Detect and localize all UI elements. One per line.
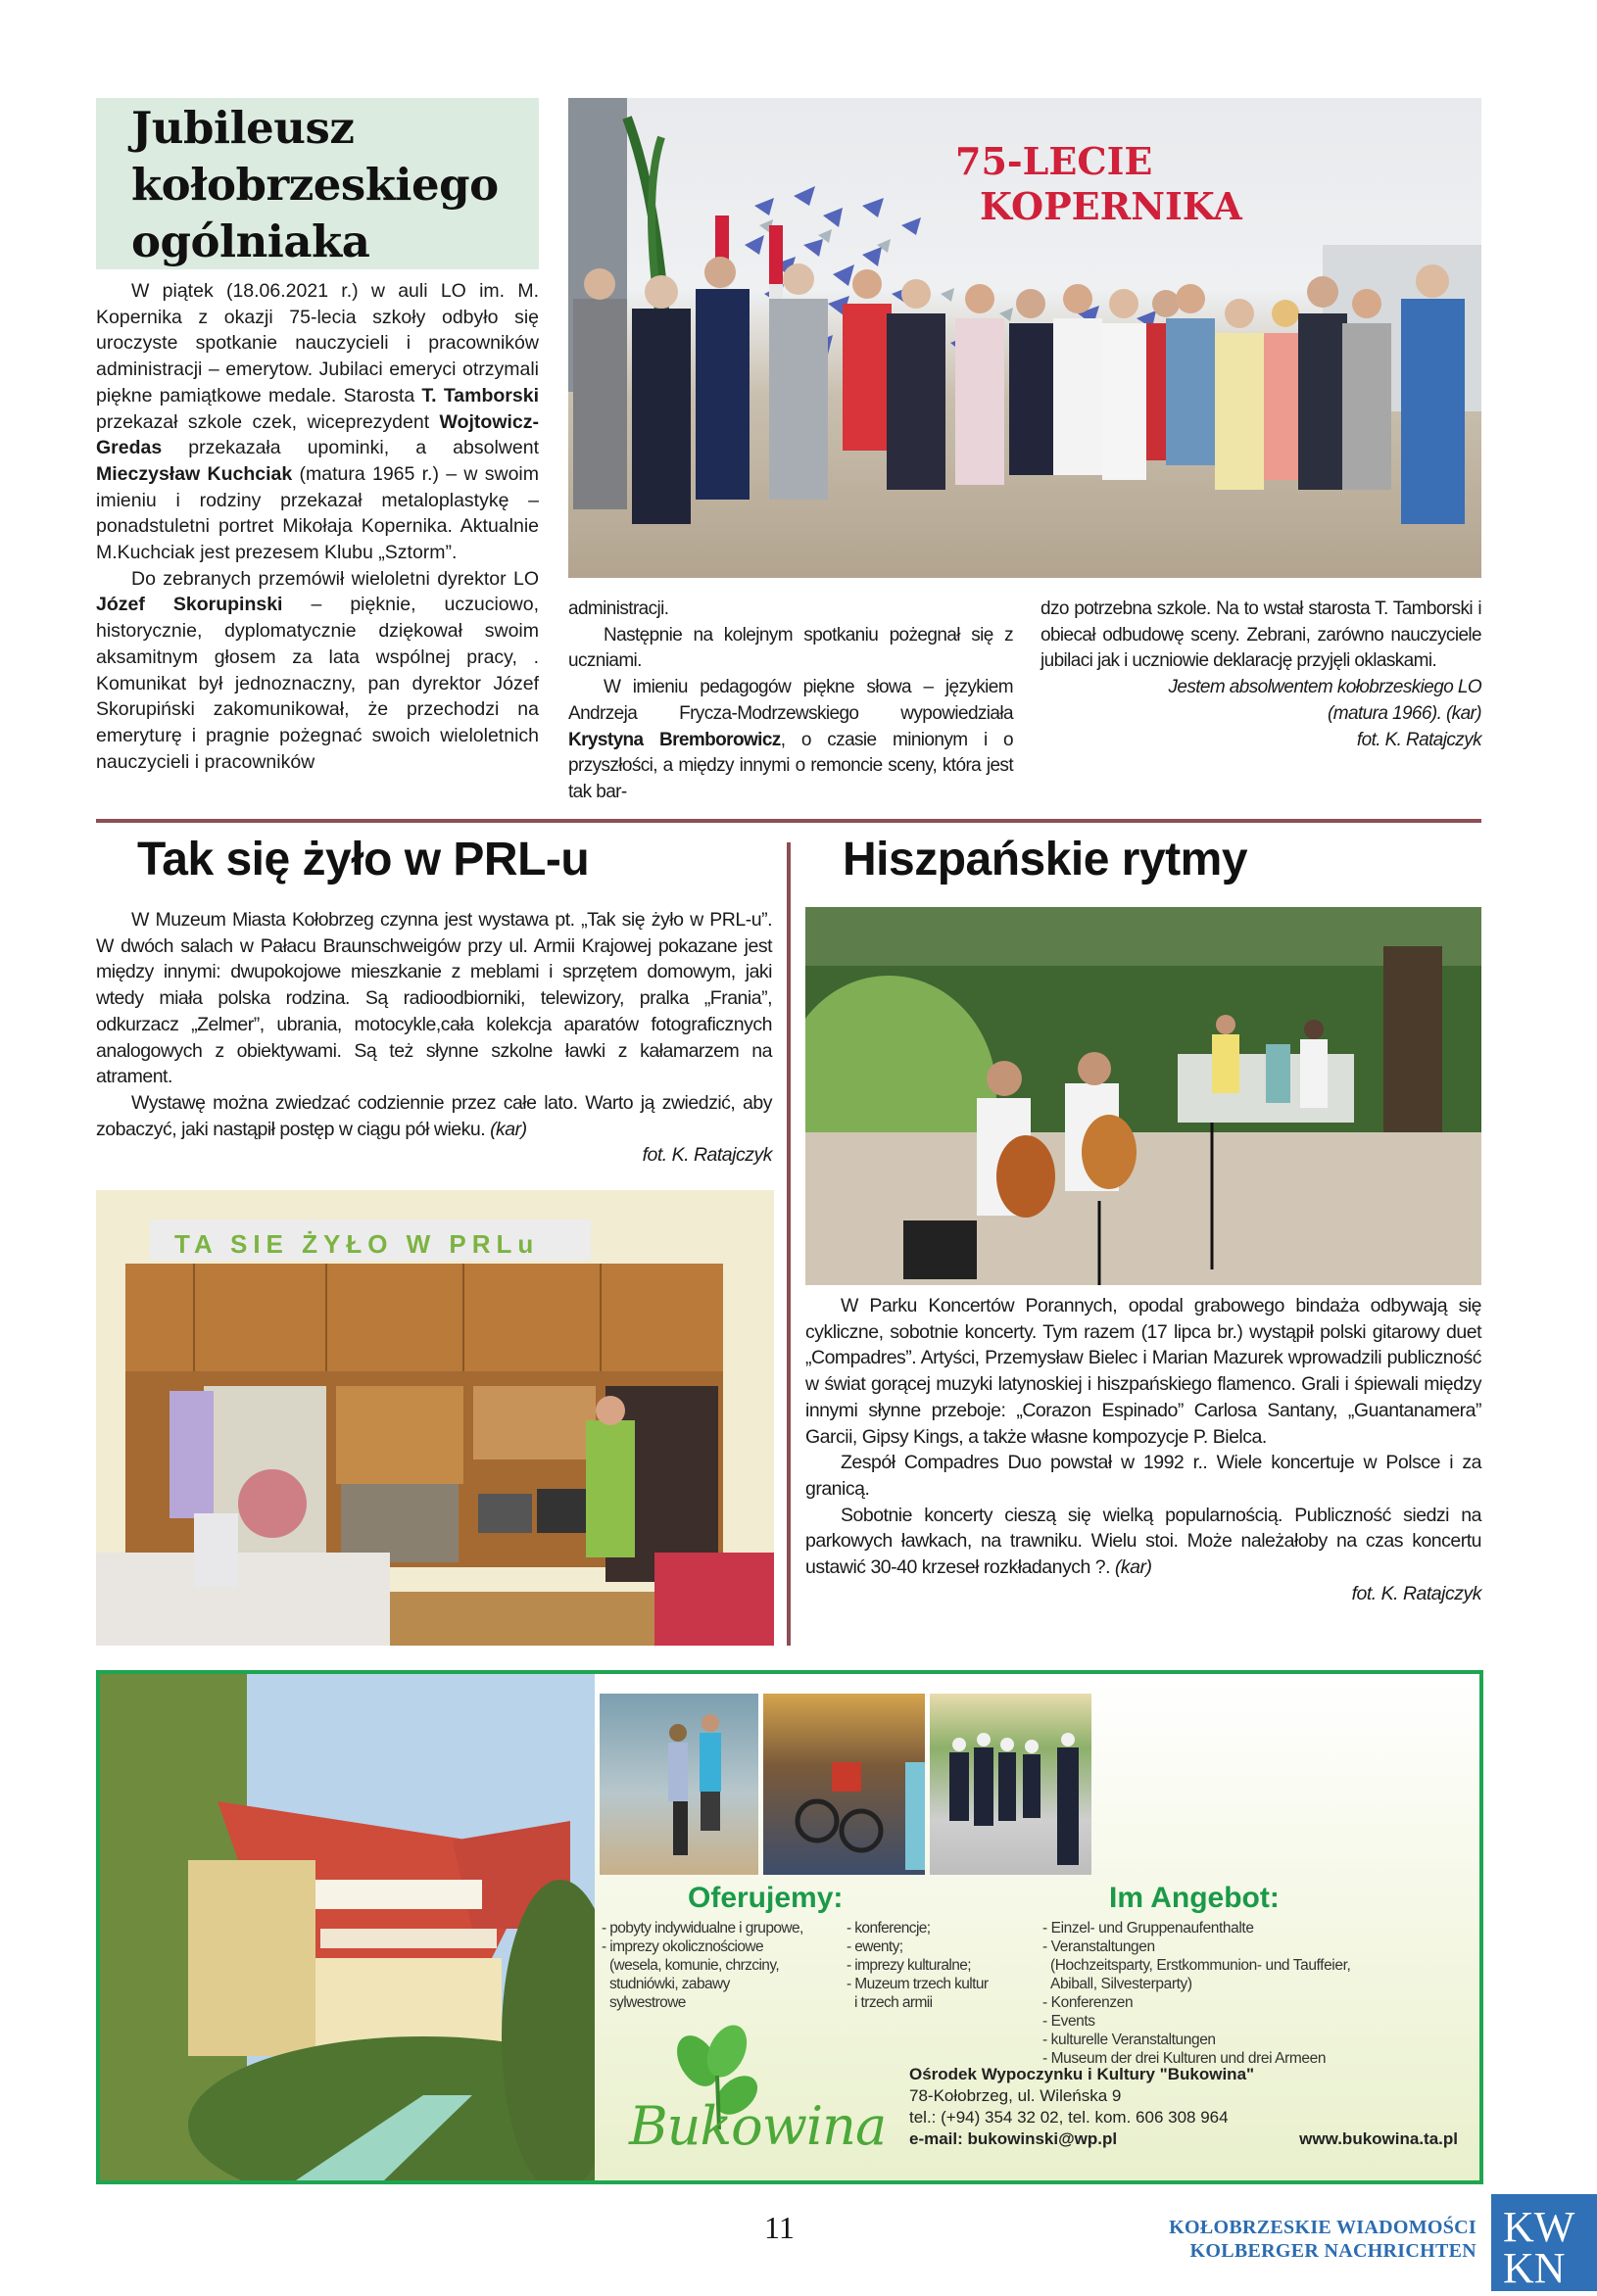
bold-name: Mieczysław Kuchciak [96, 462, 293, 485]
ad-building-photo [100, 1674, 595, 2180]
ad-list-item: i trzech armii [854, 1994, 933, 2011]
svg-text:KN: KN [1503, 2244, 1566, 2291]
ad-list-item: - konferencje; [847, 1920, 931, 1937]
article1-column3 [1040, 597, 1481, 753]
svg-text:KW: KW [1503, 2203, 1575, 2251]
text-run: (matura 1965 r.) – w swoim imieniu i rodziny przekazał metaloplastykę – ponadstuletni portret Mikołaja Kopernika. Aktualnie M.Kuchciak jest prezesem Klubu „Sztorm”. [96, 462, 539, 564]
text-run: Do zebranych przemówił wieloletni dyrektor LO [131, 567, 539, 590]
kwkn-logo [1491, 2194, 1597, 2291]
ad-de-list [1042, 1919, 1350, 2068]
text-run: , o czasie minionym i o przyszłości, a między innymi o remoncie sceny, która jest tak bar- [568, 729, 1013, 802]
text-run: przekazała upominki, a absolwent [162, 437, 539, 459]
author-signature: (kar) [490, 1118, 527, 1140]
bukowina-logo [629, 2022, 887, 2169]
ad-list-item: - Konferenzen [1042, 1994, 1134, 2011]
ad-list-item: - Events [1042, 2013, 1095, 2030]
ad-de-heading: Im Angebot: [1109, 1882, 1280, 1914]
bold-name: T. Tamborski [421, 384, 539, 407]
text-run: przekazał szkole czek, wiceprezydent [96, 410, 440, 433]
org-website[interactable]: www.bukowina.ta.pl [1299, 2129, 1458, 2148]
ad-list-item: (Hochzeitsparty, Erstkommunion- und Tauffeier, [1050, 1957, 1351, 1974]
bukowina-advertisement [96, 1670, 1483, 2184]
article2-museum-photo [96, 1190, 774, 1646]
photo-credit: fot. K. Ratajczyk [1356, 729, 1481, 750]
article1-title-box [96, 98, 539, 269]
org-name: Ośrodek Wypoczynku i Kultury "Bukowina" [909, 2065, 1255, 2083]
text-run: W piątek (18.06.2021 r.) w auli LO im. M. Kopernika z okazji 75-lecia szkoły odbyło się uroczyste spotkanie nauczycieli i pracowników administracji – emerytow. Jubilaci emeryci otrzymali piękne pamiątkowe medale. Starosta [96, 280, 539, 407]
article3-paragraph [805, 1503, 1481, 1581]
article1-paragraph: dzo potrzebna szkole. Na to wstał starosta T. Tamborski i obiecał odbudowę sceny. Zebrani, zarówno nauczyciele jubilaci jak i uczniowie deklarację przyjęli oklaskami. [1040, 598, 1481, 672]
bold-name: Józef Skorupinski [96, 594, 283, 616]
page-number: 11 [764, 2210, 795, 2245]
article2-paragraph [96, 1090, 772, 1142]
article1-column1 [96, 278, 539, 775]
author-signature: (kar) [1114, 1556, 1152, 1579]
ad-list-item: - Einzel- und Gruppenaufenthalte [1042, 1920, 1254, 1937]
photo-caption: Jestem absolwentem kołobrzeskiego LO [1168, 677, 1481, 698]
text-run: Wystawę można zwiedzać codziennie przez całe lato. Warto ją zwiedzić, aby zobaczyć, jaki nastąpił postęp w ciągu pół wieku. [96, 1091, 772, 1140]
vertical-divider [787, 842, 791, 1646]
photo-sign-line1: 75-LECIE [955, 139, 1153, 183]
article2-paragraph: W Muzeum Miasta Kołobrzeg czynna jest wystawa pt. „Tak się żyło w PRL-u”. W dwóch salach w Pałacu Braunschweigów przy ul. Armii Krajowej pokazane jest między innymi: dwupokojowe mieszkanie z meblami i sprzętem domowym, jaki wtedy miała polska rodzina. Są radioodbiorniki, telewizory, pralka „Frania”, odkurzacz „Zelmer”, ubrania, motocykle,cała kolekcja aparatów fotograficznych analogowych z obiektywami. Są też słynne szkolne ławki z kałamarzem na atrament. [96, 909, 772, 1088]
article1-column2 [568, 597, 1013, 806]
article1-paragraph [568, 675, 1013, 806]
group-photo-art [568, 98, 1481, 578]
ad-motorcycles-photo [763, 1694, 925, 1875]
text-run: W imieniu pedagogów piękne słowa – językiem Andrzeja Frycza-Modrzewskiego wypowiedziała [568, 677, 1013, 724]
article1-title [96, 98, 539, 270]
ad-band-photo [930, 1694, 1091, 1875]
article2-body [96, 907, 772, 1169]
ad-list-item: - Muzeum trzech kultur [847, 1976, 989, 1992]
article2-title: Tak się żyło w PRL-u [137, 834, 590, 885]
ad-beach-photo [600, 1694, 758, 1875]
ad-list-item: - kulturelle Veranstaltungen [1042, 2032, 1216, 2048]
building-photo-art [100, 1674, 595, 2180]
title-line: Jubileusz [131, 102, 355, 154]
ad-list-item: studniówki, zabawy [609, 1976, 730, 1992]
article3-paragraph: W Parku Koncertów Porannych, opodal grabowego bindaża odbywają się cykliczne, sobotnie koncerty. Tym razem (17 lipca br.) wystąpił polski gitarowy duet „Compadres”. Artyści, Przemysław Bielec i Marian Mazurek wprowadzili publiczność w świat gorącej muzyki latynoskiej i hiszpańskiego flamenco. Grali i śpiewali między innymi słynne przeboje: „Corazon Espinado” Carlosa Santany, „Guantanamera” Garcii, Gipsy Kings, a także własne kompozycje P. Bielca. [805, 1295, 1481, 1448]
org-phone: tel.: (+94) 354 32 02, tel. kom. 606 308 964 [909, 2108, 1229, 2127]
title-line: kołobrzeskiego [131, 159, 499, 211]
article1-paragraph [96, 566, 539, 776]
org-links [909, 2129, 1458, 2150]
article3-body [805, 1293, 1481, 1606]
text-run: Sobotnie koncerty cieszą się wielką popularnością. Publiczność siedzi na parkowych ławkach, na trawniku. Wielu stoi. Może należałoby na czas koncertu ustawić 30-40 krzeseł rozkładanych ?. [805, 1504, 1481, 1579]
kwkn-logo-mark [1491, 2194, 1597, 2291]
bold-name: Krystyna Bremborowicz [568, 729, 781, 750]
museum-photo-art [96, 1190, 774, 1646]
ad-list-item: - imprezy kulturalne; [847, 1957, 971, 1974]
band-photo-art [930, 1694, 1091, 1875]
ad-list-item: Abiball, Silvesterparty) [1050, 1976, 1192, 1992]
article3-title: Hiszpańskie rytmy [843, 834, 1248, 885]
ad-list-item: (wesela, komunie, chrzciny, [609, 1957, 780, 1974]
ad-list-item: - imprezy okolicznościowe [602, 1938, 764, 1955]
text-run: – pięknie, uczuciowo, historycznie, dyplomatycznie dziękował swoim aksamitnym głosem za lata wspólnej pracy, . Komunikat był jednoznaczny, pan dyrektor Józef Skorupiński zakomunikował, że przechodzi na emeryturę i pragnie pożegnać swoich wieloletnich nauczycieli i pracowników [96, 594, 539, 773]
photo-caption: (matura 1966). (kar) [1328, 702, 1481, 724]
title-line: ogólniaka [131, 215, 370, 267]
ad-list-item: - ewenty; [847, 1938, 903, 1955]
photo-credit: fot. K. Ratajczyk [1351, 1582, 1481, 1604]
brand-line-de: KOLBERGER NACHRICHTEN [1189, 2240, 1476, 2262]
publication-name [1132, 2216, 1476, 2263]
article1-paragraph [96, 278, 539, 566]
article1-group-photo [568, 98, 1481, 578]
org-address: 78-Kołobrzeg, ul. Wileńska 9 [909, 2086, 1122, 2105]
horizontal-divider [96, 819, 1481, 823]
logo-text: Bukowina [629, 2095, 887, 2157]
ad-pl-heading: Oferujemy: [688, 1882, 844, 1914]
beach-photo-art [600, 1694, 758, 1875]
ad-list-item: - pobyty indywidualne i grupowe, [602, 1920, 803, 1937]
article1-paragraph: Następnie na kolejnym spotkaniu pożegnał się z uczniami. [568, 624, 1013, 672]
ad-list-item: - Museum der drei Kulturen und drei Armeen [1042, 2050, 1327, 2067]
ad-list-item: - Veranstaltungen [1042, 1938, 1155, 1955]
motorcycles-photo-art [763, 1694, 925, 1875]
ad-list-item: sylwestrowe [609, 1994, 686, 2011]
bold-name: Wojtowicz-Gredas [96, 410, 539, 459]
ad-pl-list-1 [602, 1919, 803, 2012]
ad-contact [909, 2064, 1477, 2150]
photo-sign-line2: KOPERNIKA [980, 184, 1242, 228]
photo-credit: fot. K. Ratajczyk [642, 1144, 772, 1167]
article3-concert-photo [805, 907, 1481, 1285]
article3-paragraph: Zespół Compadres Duo powstał w 1992 r.. Wiele koncertuje w Polsce i za granicą. [805, 1452, 1481, 1500]
concert-photo-art [805, 907, 1481, 1285]
museum-banner-text: TA SIE ŻYŁO W PRLu [174, 1229, 540, 1259]
org-email[interactable]: e-mail: bukowinski@wp.pl [909, 2129, 1118, 2148]
ad-pl-list-2 [847, 1919, 988, 2012]
article1-paragraph: administracji. [568, 598, 669, 619]
brand-line-pl: KOŁOBRZESKIE WIADOMOŚCI [1169, 2217, 1476, 2238]
